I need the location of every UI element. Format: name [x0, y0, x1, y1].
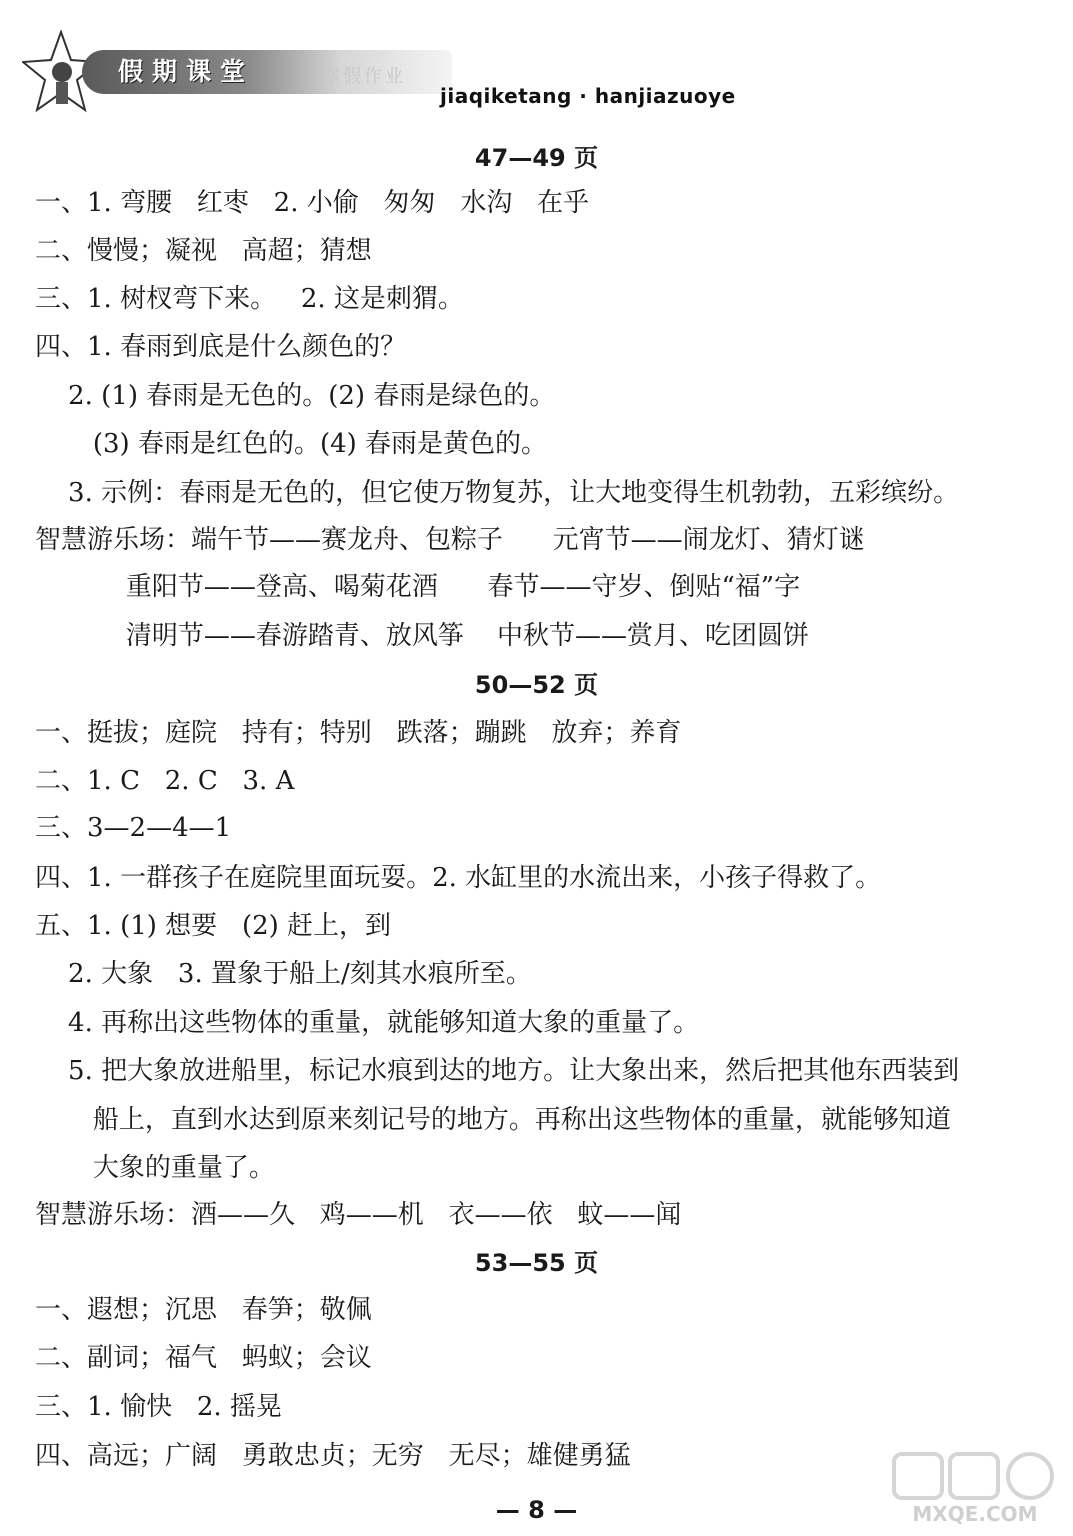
- watermark-logo-icon: [890, 1448, 1060, 1504]
- brand-title: 假期课堂: [118, 57, 255, 86]
- answer-line: 一、1. 弯腰 红枣 2. 小偷 匆匆 水沟 在乎: [35, 188, 590, 218]
- watermark-text: MXQE.COM: [912, 1502, 1038, 1526]
- brand-subtitle: 寒假作业: [322, 66, 406, 87]
- answer-line: 5. 把大象放进船里，标记水痕到达的地方。让大象出来，然后把其他东西装到: [35, 1056, 960, 1086]
- pinyin-subtitle: jiaqiketang · hanjiazuoye: [440, 84, 736, 108]
- page-header: [0, 0, 1073, 130]
- answer-line: 四、高远；广阔 勇敢忠贞；无穷 无尽；雄健勇猛: [35, 1441, 631, 1471]
- answer-line: 4. 再称出这些物体的重量，就能够知道大象的重量了。: [35, 1008, 700, 1038]
- page-range-heading: 47—49 页: [474, 144, 599, 172]
- answer-line: 一、挺拔；庭院 持有；特别 跌落；蹦跳 放弃；养育: [35, 718, 682, 748]
- answer-line: 二、慢慢；凝视 高超；猜想: [35, 236, 372, 266]
- answer-line: 二、副词；福气 蚂蚁；会议: [35, 1343, 372, 1373]
- watermark: [890, 1448, 1060, 1530]
- answer-line: 清明节——春游踏青、放风筝 中秋节——赏月、吃团圆饼: [35, 621, 809, 651]
- answer-line: 五、1. (1) 想要 (2) 赶上，到: [35, 911, 392, 941]
- answer-line: 重阳节——登高、喝菊花酒 春节——守岁、倒贴“福”字: [35, 572, 801, 602]
- answer-line: 2. 大象 3. 置象于船上/刻其水痕所至。: [35, 959, 532, 989]
- answer-line: 大象的重量了。: [35, 1153, 275, 1183]
- answer-line: 三、3—2—4—1: [35, 813, 232, 843]
- answer-line: 3. 示例：春雨是无色的，但它使万物复苏，让大地变得生机勃勃，五彩缤纷。: [35, 478, 960, 508]
- answer-line: 三、1. 树杈弯下来。 2. 这是刺猬。: [35, 284, 464, 314]
- answer-line: 智慧游乐场：端午节——赛龙舟、包粽子 元宵节——闹龙灯、猜灯谜: [35, 525, 865, 555]
- answer-line: 2. (1) 春雨是无色的。(2) 春雨是绿色的。: [35, 381, 556, 411]
- answer-line: (3) 春雨是红色的。(4) 春雨是黄色的。: [35, 429, 548, 459]
- page-number: — 8 —: [495, 1496, 578, 1524]
- answer-line: 二、1. C 2. C 3. A: [35, 766, 295, 796]
- answer-line: 四、1. 春雨到底是什么颜色的？: [35, 332, 407, 362]
- answer-line: 船上，直到水达到原来刻记号的地方。再称出这些物体的重量，就能够知道: [35, 1105, 951, 1135]
- page-range-heading: 53—55 页: [474, 1249, 599, 1277]
- answer-line: 智慧游乐场：酒——久 鸡——机 衣——依 蚊——闻: [35, 1200, 682, 1230]
- page-range-heading: 50—52 页: [474, 671, 599, 699]
- answer-line: 三、1. 愉快 2. 摇晃: [35, 1392, 282, 1422]
- answer-line: 一、遐想；沉思 春笋；敬佩: [35, 1295, 372, 1325]
- answer-line: 四、1. 一群孩子在庭院里面玩耍。2. 水缸里的水流出来，小孩子得救了。: [35, 863, 882, 893]
